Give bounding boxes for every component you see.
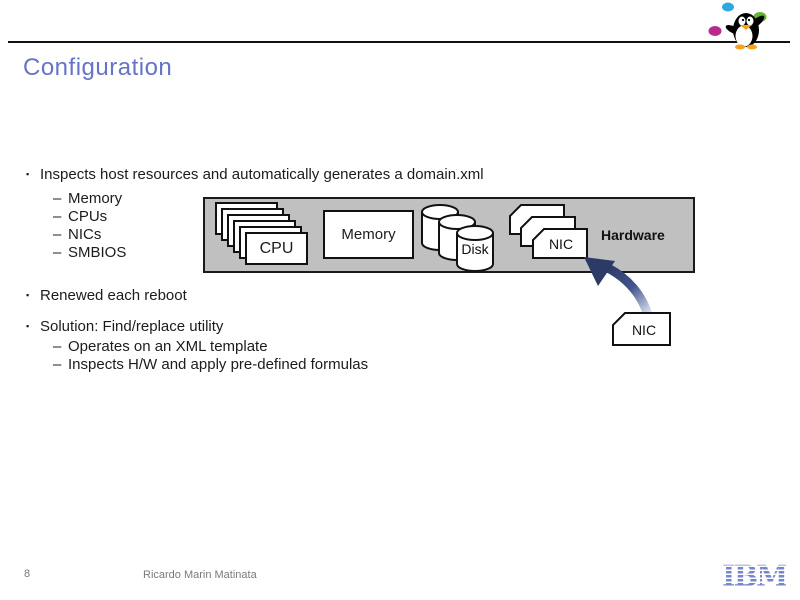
disk-cylinders — [419, 197, 515, 273]
sub-bullet-text: SMBIOS — [68, 244, 127, 261]
bullet-item — [26, 287, 187, 304]
sub-bullet-item — [53, 226, 101, 243]
tux-juggling-logo — [698, 0, 793, 50]
footer-author: Ricardo Marin Matinata — [143, 569, 257, 581]
hardware-label: Hardware — [601, 227, 665, 243]
dash-bullet-marker: – — [53, 244, 62, 261]
sub-bullet-item — [53, 244, 126, 261]
external-nic-label: NIC — [631, 322, 657, 338]
dash-bullet-marker: – — [53, 338, 62, 355]
bullet-item — [26, 318, 223, 335]
dash-bullet-marker: – — [53, 226, 62, 243]
nic-label: NIC — [548, 236, 574, 252]
tux-foot — [747, 45, 757, 50]
memory-label: Memory — [341, 226, 396, 243]
tux-eye — [748, 19, 750, 21]
tux-eye — [742, 19, 744, 21]
cpu-stack — [215, 202, 315, 268]
juggled-ball-blue-icon — [722, 3, 734, 12]
page-number: 8 — [24, 568, 31, 580]
square-bullet-marker: ▪ — [26, 290, 30, 300]
dash-bullet-marker: – — [53, 190, 62, 207]
tux-foot — [735, 45, 745, 50]
cpu-card-front — [245, 232, 308, 265]
sub-bullet-text: Memory — [68, 190, 123, 207]
sub-bullet-text: NICs — [68, 226, 102, 243]
sub-bullet-item — [53, 190, 122, 207]
sub-bullet-text: Inspects H/W and apply pre-defined formulas — [68, 356, 369, 373]
cpu-label: CPU — [259, 239, 294, 257]
memory-box — [323, 210, 414, 259]
external-nic-box — [611, 311, 673, 348]
sub-bullet-text: CPUs — [68, 208, 108, 225]
bullet-text: Renewed each reboot — [40, 287, 187, 304]
dash-bullet-marker: – — [53, 208, 62, 225]
bullet-text: Inspects host resources and automatically generates a domain.xml — [40, 166, 484, 183]
sub-bullet-text: Operates on an XML template — [68, 338, 268, 355]
sub-bullet-item — [53, 208, 107, 225]
sub-bullet-item — [53, 356, 368, 373]
header-divider — [8, 41, 790, 43]
square-bullet-marker: ▪ — [26, 321, 30, 331]
sub-bullet-item — [53, 338, 268, 355]
disk-label: Disk — [461, 241, 489, 257]
bullet-item — [26, 166, 484, 183]
bullet-text: Solution: Find/replace utility — [40, 318, 224, 335]
slide-title: Configuration — [23, 54, 173, 81]
tux-face — [739, 17, 746, 26]
square-bullet-marker: ▪ — [26, 169, 30, 179]
juggled-ball-magenta-icon — [709, 26, 722, 36]
tux-belly — [736, 26, 753, 47]
ibm-logo: IBM — [722, 559, 787, 593]
disk-cylinder-top — [457, 226, 493, 240]
tux-face — [747, 17, 754, 26]
dash-bullet-marker: – — [53, 356, 62, 373]
arrow-tail — [608, 268, 648, 315]
